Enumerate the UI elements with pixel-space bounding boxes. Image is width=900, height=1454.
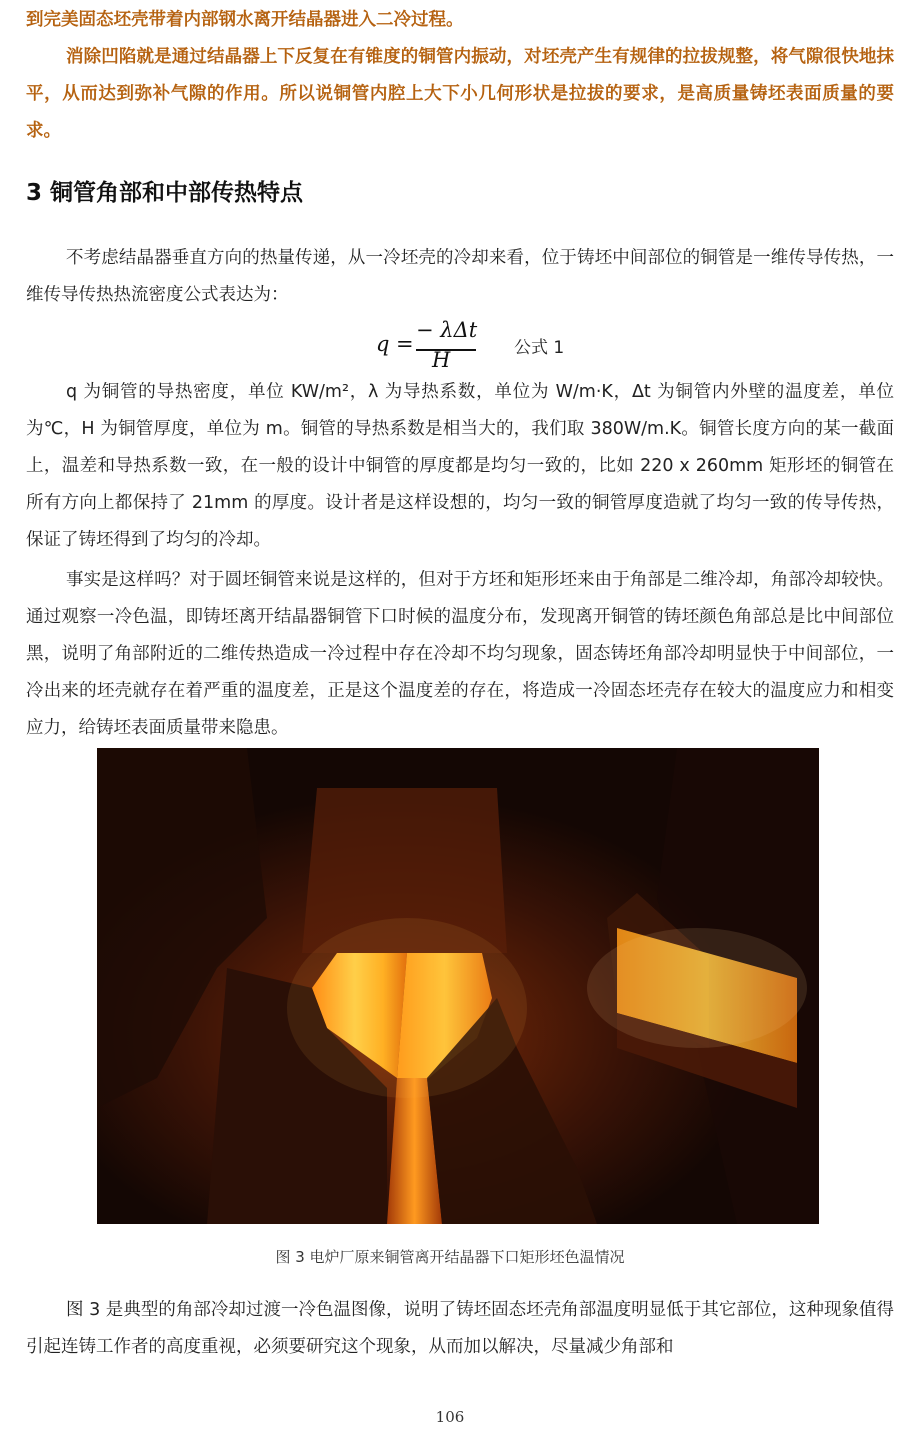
formula-numerator: − λΔt [416,318,478,342]
formula-label: 公式 1 [514,338,565,358]
formula-denominator: H [432,348,451,372]
figure-caption: 图 3 电炉厂原来铜管离开结晶器下口矩形坯色温情况 [275,1248,625,1266]
intro-paragraph: 消除凹陷就是通过结晶器上下反复在有锥度的铜管内振动，对坯壳产生有规律的拉拔规整，将气隙很快地抹平，从而达到弥补气隙的作用。所以说铜管内腔上大下小几何形状是拉拔的要求，是高质量铸坯表面质量的要求。 [26,47,894,141]
section-heading: 3 铜管角部和中部传热特点 [26,180,304,206]
paragraph-corner-cooling: 事实是这样吗？对于圆坯铜管来说是这样的，但对于方坯和矩形坯来由于角部是二维冷却，角部冷却较快。通过观察一冷色温，即铸坯离开结晶器铜管下口时候的温度分布，发现离开铜管的铸坯颜色角部总是比中间部位黑，说明了角部附近的二维传热造成一冷过程中存在冷却不均匀现象，固态铸坯角部冷却明显快于中间部位，一冷出来的坯壳就存在着严重的温度差，正是这个温度差的存在，将造成一冷固态坯壳存在较大的温度应力和相变应力，给铸坯表面质量带来隐患。 [26,570,894,738]
paragraph-figure-discussion: 图 3 是典型的角部冷却过渡一冷色温图像，说明了铸坯固态坯壳角部温度明显低于其它部位，这种现象值得引起连铸工作者的高度重视，必须要研究这个现象，从而加以解决，尽量减少角部和 [26,1300,894,1357]
intro-line: 到完美固态坯壳带着内部钢水离开结晶器进入二冷过程。 [26,10,464,30]
formula-equals: = [396,332,414,356]
figure-photo-billet-color-temperature [97,748,819,1224]
paragraph-conduction: 不考虑结晶器垂直方向的热量传递，从一冷坯壳的冷却来看，位于铸坯中间部位的铜管是一维传导传热，一维传导传热热流密度公式表达为： [26,248,894,305]
page-number: 106 [435,1408,465,1426]
formula-lhs: q [376,332,390,356]
photo-illustration [97,748,819,1224]
paragraph-variables: q 为铜管的导热密度，单位 KW/m²，λ 为导热系数，单位为 W/m·K，Δt 为铜管内外壁的温度差，单位为℃，H 为铜管厚度，单位为 m。铜管的导热系数是相当大的，我们取 380W/m.K。铜管长度方向的某一截面上，温差和导热系数一致，在一般的设计中铜管的厚度都是均匀一致的，比如 220 x 260mm 矩形坯的铜管在所有方向上都保持了 21mm 的厚度。设计者是这样设想的，均匀一致的铜管厚度造就了均匀一致的传导传热，保证了铸坯得到了均匀的冷却。 [26,382,894,550]
